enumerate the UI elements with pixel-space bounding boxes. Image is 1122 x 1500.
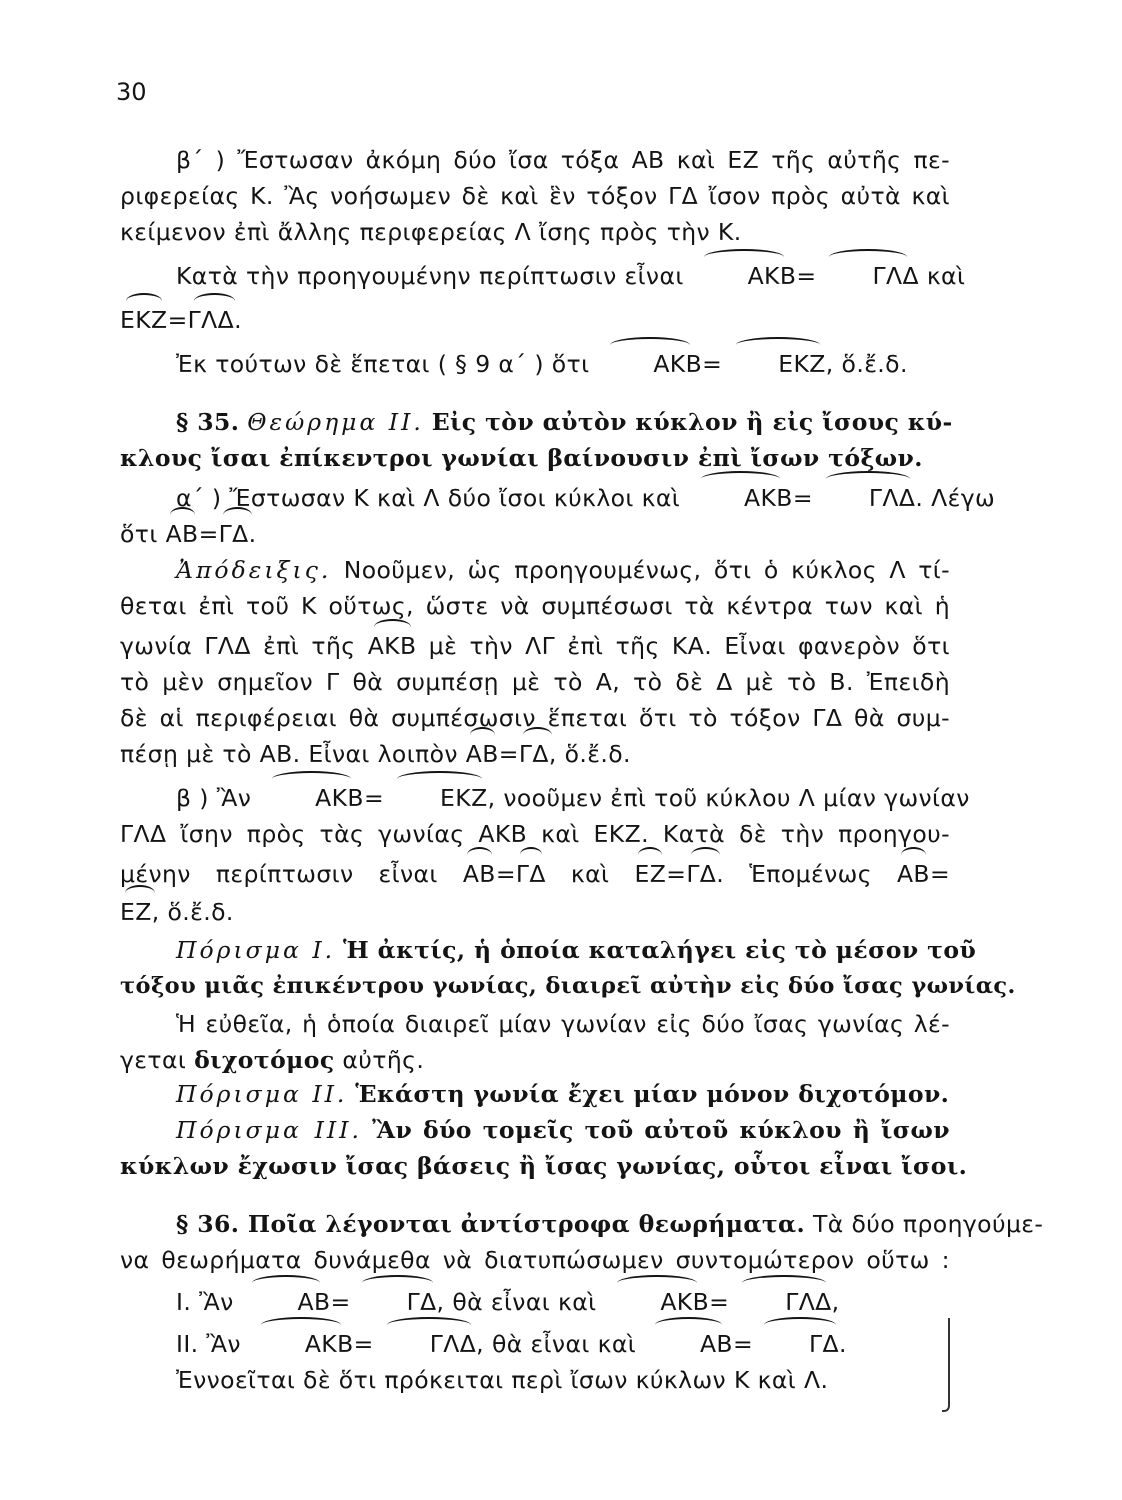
text-span: ΙΙ. Ἂν (176, 1330, 241, 1358)
list-item (120, 1326, 950, 1362)
text-span: ὅτι (120, 520, 158, 548)
section-title: § 36. Ποῖα λέγονται ἀντίστροφα θεωρήματα. (176, 1210, 806, 1238)
text-line: θεται ἐπὶ τοῦ Κ οὕτως, ὥστε νὰ συμπέσωσι τὰ κέντρα των καὶ ἡ (120, 592, 950, 620)
qed: ὅ.ἔ.δ. (564, 740, 631, 768)
angle-gld: ΓΛΔ. (188, 302, 242, 338)
equals-sign: = (702, 350, 723, 378)
text-line: κείμενον ἐπὶ ἄλλης περιφερείας Λ ἴσης πρὸς τὴν Κ. (120, 218, 742, 246)
arc-ab: ΑΒ (897, 856, 930, 892)
arc-ez: ΕΖ (634, 856, 666, 892)
arc-ab: ΑΒ (644, 1326, 733, 1362)
text-line (120, 1148, 968, 1184)
qed: ὅ.ἔ.δ. (841, 350, 908, 378)
corollary (120, 1076, 950, 1112)
equals-sign: = (495, 860, 516, 888)
arc-gd: ΓΔ. (686, 856, 724, 892)
arc-ez: ΕΖ, (120, 894, 160, 930)
qed: ὅ.ἔ.δ. (167, 898, 234, 926)
equals-sign: = (666, 860, 687, 888)
text-span: Τὰ δύο προηγούμε- (812, 1210, 1044, 1238)
proof-label: Ἀπόδειξις. (176, 556, 332, 584)
text-span: αὐτῆς. (342, 1046, 425, 1074)
angle-akb: ΑΚΒ (368, 628, 417, 664)
theorem-label: Θεώρημα ΙΙ. (247, 408, 424, 436)
arc-gd: ΓΔ (516, 856, 546, 892)
text-line (120, 780, 970, 816)
arc-gd: ΓΔ. (219, 516, 257, 552)
page-edge-mark (942, 1318, 950, 1412)
text-line: να θεωρήματα δυνάμεθα νὰ διατυπώσωμεν συντομώτερον οὕτω : (120, 1246, 950, 1274)
corollary-text: Ἂν δύο τομεῖς τοῦ αὐτοῦ κύκλου ἢ ἴσων (372, 1116, 951, 1144)
equals-sign: = (498, 740, 519, 768)
text-line (120, 552, 950, 588)
equals-sign: = (732, 1330, 754, 1358)
text-line: β΄ ) Ἔστωσαν ἀκόμη δύο ἴσα τόξα ΑΒ καὶ ΕΖ τῆς αὐτῆς πε- (176, 146, 950, 174)
angle-akb: ΑΚΒ (692, 258, 797, 294)
equals-sign: = (929, 860, 951, 888)
arc-ab: ΑΒ (466, 736, 499, 772)
section-number: § 35. (176, 408, 240, 436)
angle-gld: ΓΛΔ (816, 258, 918, 294)
text-line (120, 302, 950, 338)
text-span: β ) Ἂν (176, 784, 252, 812)
arc-gd: ΓΔ, (519, 736, 557, 772)
text-span: γωνία ΓΛΔ ἐπὶ τῆς (120, 632, 356, 660)
text-line (120, 968, 1016, 1004)
arc-gd: ΓΔ, (351, 1284, 445, 1320)
text-line: τὸ μὲν σημεῖον Γ θὰ συμπέσῃ μὲ τὸ Α, τὸ δὲ Δ μὲ τὸ Β. Ἐπειδὴ (120, 668, 950, 696)
angle-akb: ΑΚΒ (688, 480, 793, 516)
term-bisector: διχοτόμος (194, 1046, 335, 1074)
corollary-label: Πόρισμα ΙΙ. (176, 1080, 348, 1108)
corollary-label: Πόρισμα Ι. (176, 936, 336, 964)
equals-sign: = (363, 784, 385, 812)
text-span: νοοῦμεν ἐπὶ τοῦ κύκλου Λ μίαν γωνίαν (503, 784, 970, 812)
angle-gld: ΓΛΔ, (374, 1326, 484, 1362)
text-line (120, 736, 950, 772)
text-span: μὲ τὴν ΛΓ ἐπὶ τῆς ΚΑ. Εἶναι φανερὸν ὅτι (428, 632, 950, 660)
angle-gld: ΓΛΔ. (813, 480, 923, 516)
angle-gld: ΓΛΔ, (729, 1284, 839, 1320)
text-line: ΓΛΔ ἴσην πρὸς τὰς γωνίας ΑΚΒ καὶ ΕΚΖ. Κατὰ δὲ τὴν προηγου- (120, 820, 950, 848)
text-line (120, 894, 950, 930)
arc-gd: ΓΔ. (753, 1326, 847, 1362)
text-span: θὰ εἶναι καὶ (452, 1288, 597, 1316)
equals-sign: = (796, 262, 817, 290)
text-line (120, 856, 950, 892)
equals-sign: = (330, 1288, 351, 1316)
angle-akb: ΑΚΒ (249, 1326, 354, 1362)
angle-ekz: ΕΚΖ, (722, 346, 833, 382)
equals-sign: = (792, 484, 813, 512)
section-heading (120, 1206, 1044, 1242)
text-line (120, 440, 950, 476)
text-line: Ἐννοεῖται δὲ ὅτι πρόκειται περὶ ἴσων κύκλων Κ καὶ Λ. (176, 1366, 829, 1394)
theorem-title: Εἰς τὸν αὐτὸν κύκλον ἢ εἰς ἴσους κύ- (431, 408, 953, 436)
equals-sign: = (167, 306, 188, 334)
angle-akb: ΑΚΒ (259, 780, 364, 816)
text-line: δὲ αἱ περιφέρειαι θὰ συμπέσωσιν ἕπεται ὅτι τὸ τόξον ΓΔ θὰ συμ- (120, 704, 950, 732)
corollary-text: Ἑκάστη γωνία ἔχει μίαν μόνον διχοτόμον. (355, 1080, 950, 1108)
equals-sign: = (709, 1288, 730, 1316)
text-line: ριφερείας Κ. Ἂς νοήσωμεν δὲ καὶ ἓν τόξον ΓΔ ἴσον πρὸς αὐτὰ καὶ (120, 182, 950, 210)
text-line (120, 258, 966, 294)
equals-sign: = (198, 520, 219, 548)
text-span: Ἐκ τούτων δὲ ἕπεται ( § 9 α΄ ) ὅτι (176, 350, 590, 378)
text-span: Ι. Ἂν (176, 1288, 234, 1316)
angle-akb: ΑΚΒ (604, 1284, 709, 1320)
page-number: 30 (116, 78, 147, 106)
text-span: Κατὰ τὴν προηγουμένην περίπτωσιν εἶναι (176, 262, 684, 290)
corollary-text: Ἡ ἀκτίς, ἡ ὁποία καταλήγει εἰς τὸ μέσον τοῦ (342, 936, 977, 964)
text-span: μένην περίπτωσιν εἶναι (120, 860, 438, 888)
text-span: θὰ εἶναι καὶ (491, 1330, 637, 1358)
text-span: καὶ (570, 860, 610, 888)
text-span: α΄ ) Ἔστωσαν Κ καὶ Λ δύο ἴσοι κύκλοι καὶ (176, 484, 681, 512)
arc-ab: ΑΒ (242, 1284, 331, 1320)
arc-ab: ΑΒ (463, 856, 496, 892)
corollary (120, 1112, 950, 1148)
text-line: Ἡ εὐθεῖα, ἡ ὁποία διαιρεῖ μίαν γωνίαν εἰς δύο ἴσας γωνίας λέ- (176, 1010, 950, 1038)
angle-ekz: ΕΚΖ, (384, 780, 495, 816)
text-span: καὶ (926, 262, 966, 290)
text-span: Λέγω (931, 484, 996, 512)
text-line (120, 628, 950, 664)
corollary-label: Πόρισμα ΙΙΙ. (176, 1116, 362, 1144)
equals-sign: = (353, 1330, 374, 1358)
text-line (120, 346, 950, 382)
angle-akb: ΑΚΒ (597, 346, 702, 382)
text-span: πέσῃ μὲ τὸ ΑΒ. Εἶναι λοιπὸν (120, 740, 458, 768)
corollary-text: τόξου μιᾶς ἐπικέντρου γωνίας, διαιρεῖ αὐτὴν εἰς δύο ἴσας γωνίας. (120, 973, 1016, 999)
list-item (120, 1284, 950, 1320)
arc-ab: ΑΒ (166, 516, 199, 552)
text-line (120, 516, 950, 552)
section-heading (120, 404, 953, 440)
text-line (120, 1042, 950, 1078)
angle-ekz: ΕΚΖ (120, 302, 168, 338)
text-span: Νοοῦμεν, ὡς προηγουμένως, ὅτι ὁ κύκλος Λ τί- (343, 556, 951, 584)
theorem-title: κλους ἴσαι ἐπίκεντροι γωνίαι βαίνουσιν ἐπὶ ἴσων τόξων. (120, 444, 923, 472)
text-span: γεται (120, 1046, 187, 1074)
corollary (120, 932, 977, 968)
corollary-text: κύκλων ἔχωσιν ἴσας βάσεις ἢ ἴσας γωνίας, οὗτοι εἶναι ἴσοι. (120, 1152, 968, 1180)
text-span: Ἑπομένως (749, 860, 872, 888)
